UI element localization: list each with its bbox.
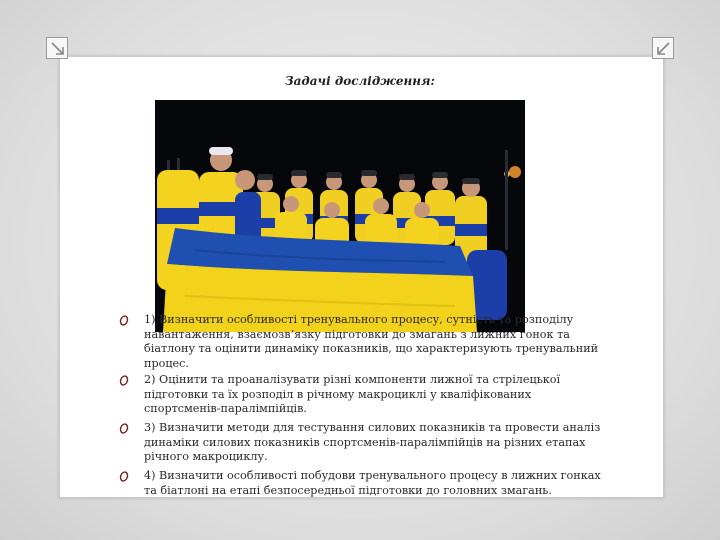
slide-title: Задачі дослідження: <box>285 74 435 88</box>
team-photo <box>155 100 525 332</box>
corner-fold-icon <box>46 37 68 59</box>
task-text: 2) Оцінити та проаналізувати різні компоненти лижної та стрілецької підготовки та їх розподіл в річному макроциклі у кваліфікованих спортсменів-паралімпійців. <box>144 373 561 416</box>
list-item <box>118 421 608 465</box>
task-text: 1) Визначити особливості тренувального процесу, сутність та розподілу навантаження, взаємозв’язку підготовки до змагань з лижних гонок та біатлону та оцінити динаміку показників, що характеризують тренувальний процес. <box>144 313 599 370</box>
task-text: 4) Визначити особливості побудови тренувального процесу в лижних гонках та біатлоні на етапі безпосередньої підготовки до головних змагань. <box>144 469 601 497</box>
list-item <box>118 313 608 371</box>
corner-fold-icon <box>652 37 674 59</box>
task-text: 3) Визначити методи для тестування силових показників та провести аналіз динаміки силових показників спортсменів-паралімпійців на різних етапах річного макроциклу. <box>144 421 601 464</box>
list-item <box>118 469 608 498</box>
circle-bullet-icon <box>118 314 130 327</box>
circle-bullet-icon <box>118 422 130 435</box>
circle-bullet-icon <box>118 374 130 387</box>
circle-bullet-icon <box>118 470 130 483</box>
list-item <box>118 373 608 417</box>
